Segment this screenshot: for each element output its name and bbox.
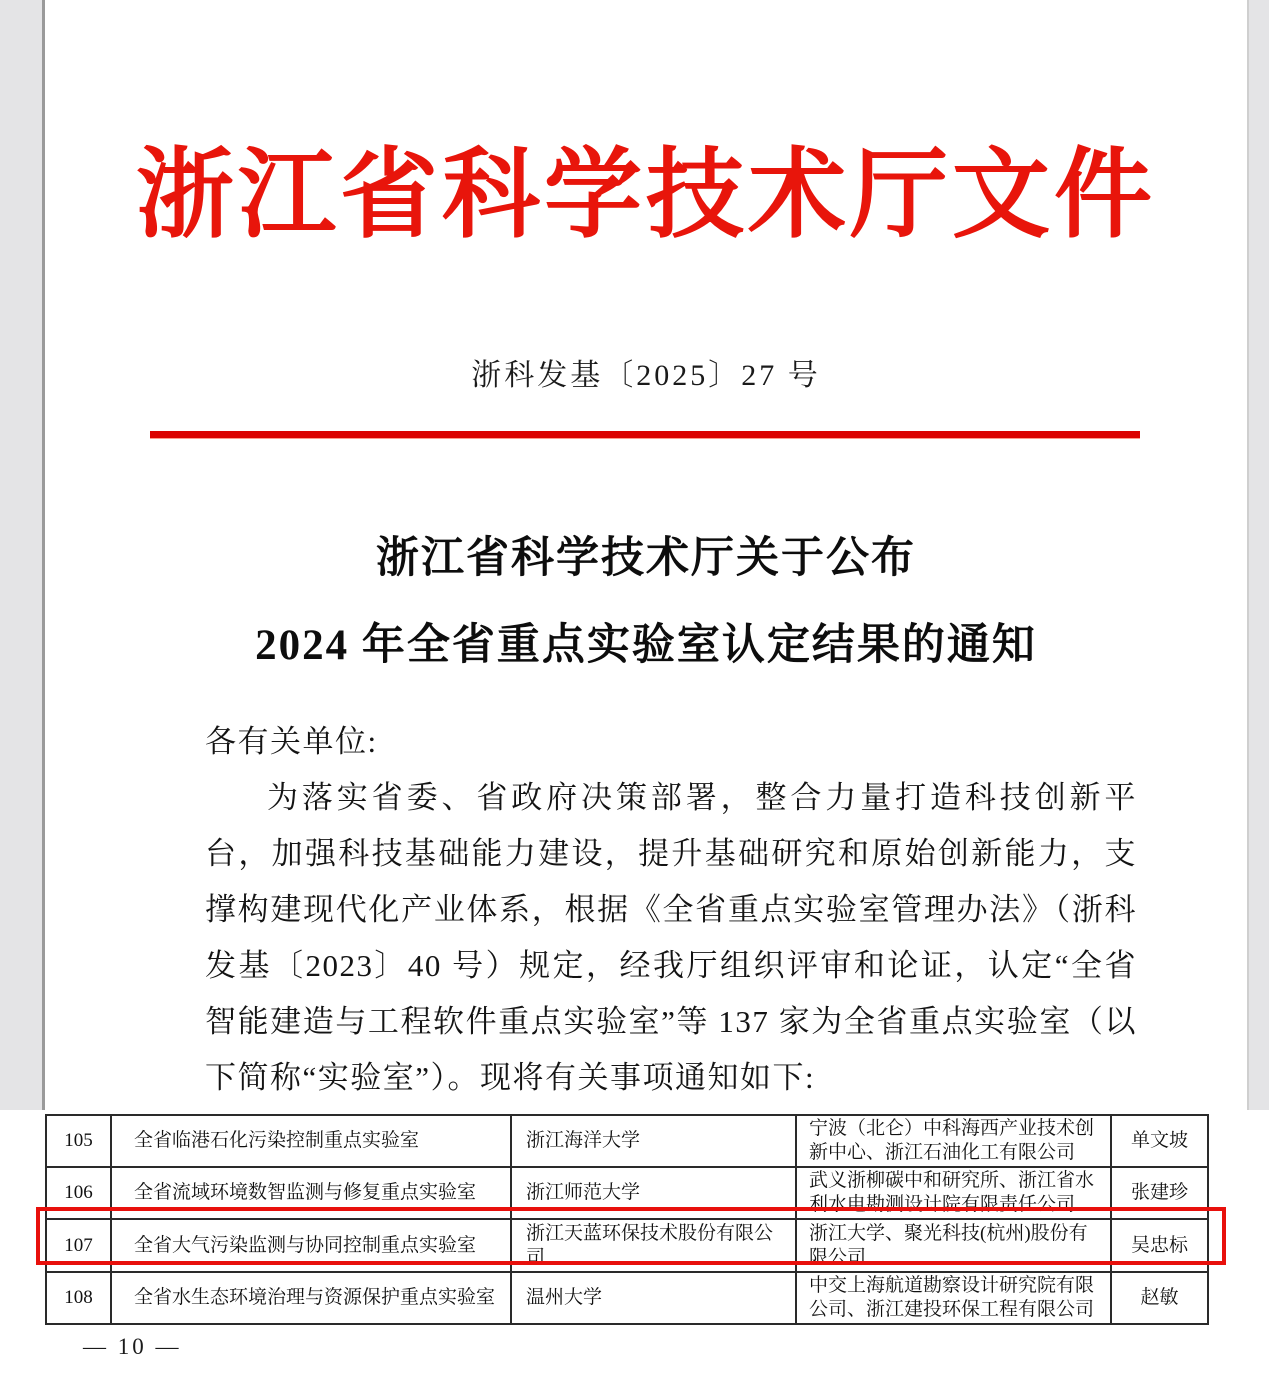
cell-lab-name: 全省水生态环境治理与资源保护重点实验室 [111,1272,511,1324]
cell-director: 单文坡 [1111,1115,1208,1167]
cell-row-number: 106 [46,1167,111,1219]
cell-director: 吴忠标 [1111,1219,1208,1272]
cell-partners: 宁波（北仑）中科海西产业技术创新中心、浙江石油化工有限公司 [796,1115,1111,1167]
table-row [46,1115,1208,1167]
cell-lab-name: 全省临港石化污染控制重点实验室 [111,1115,511,1167]
cell-institution: 温州大学 [511,1272,796,1324]
cell-lab-name: 全省流域环境数智监测与修复重点实验室 [111,1167,511,1219]
notice-title-line2: 2024 年全省重点实验室认定结果的通知 [255,622,1037,669]
notice-title-line1: 浙江省科学技术厅关于公布 [376,535,916,582]
body-paragraph: 为落实省委、省政府决策部署，整合力量打造科技创新平台，加强科技基础能力建设，提升基础研究和原始创新能力，支撑构建现代化产业体系，根据《全省重点实验室管理办法》（浙科发基〔2023〕40 号）规定，经我厅组织评审和论证，认定“全省智能建造与工程软件重点实验室”等 137 家为全省重点实验室（以下简称“实验室”）。现将有关事项通知如下: [205,780,1137,1095]
page-edge-right [1247,0,1269,1110]
cell-institution: 浙江师范大学 [511,1167,796,1219]
cell-row-number: 107 [46,1219,111,1272]
page-number-footer: — 10 — [83,1334,182,1359]
cell-institution: 浙江海洋大学 [511,1115,796,1167]
cell-partners: 武义浙柳碳中和研究所、浙江省水利水电勘测设计院有限责任公司 [796,1167,1111,1219]
cell-lab-name: 全省大气污染监测与协同控制重点实验室 [111,1219,511,1272]
cell-partners: 中交上海航道勘察设计研究院有限公司、浙江建投环保工程有限公司 [796,1272,1111,1324]
letterhead-title: 浙江省科学技术厅文件 [135,142,1156,250]
table-row-highlighted [46,1219,1208,1272]
table-row [46,1272,1208,1324]
cell-partners: 浙江大学、聚光科技(杭州)股份有限公司 [796,1219,1111,1272]
document-number: 浙科发基〔2025〕27 号 [471,359,821,392]
notice-title [45,524,1247,672]
red-separator-rule [150,431,1140,439]
cell-row-number: 108 [46,1272,111,1324]
salutation: 各有关单位: [205,724,378,759]
document-body [205,714,1137,1106]
cell-institution: 浙江天蓝环保技术股份有限公司 [511,1219,796,1272]
cell-director: 张建珍 [1111,1167,1208,1219]
cell-director: 赵敏 [1111,1272,1208,1324]
table-row [46,1167,1208,1219]
cell-row-number: 105 [46,1115,111,1167]
page-edge-left [0,0,45,1110]
labs-table [45,1114,1209,1325]
